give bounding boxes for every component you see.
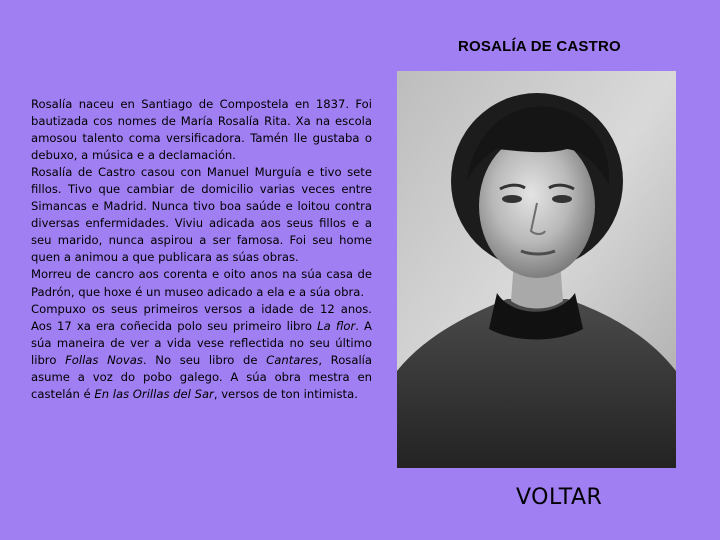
bio-text: . A súa maneira de ver a vida vese reflectida no seu último libro — [31, 318, 372, 367]
bio-paragraph: Rosalía de Castro casou con Manuel Murguía e tivo sete fillos. Tivo que cambiar de domicilio varias veces entre Simancas e Madrid. Nunca tivo boa saúde e loitou contra diversas enfermidades. Viviu adicada aos seus fillos e a seu marido, nunca aspirou a ser famosa. Foi seu home quen a animou a que publicara as súas obras. — [31, 165, 372, 265]
bio-text: . No seu libro de — [142, 352, 267, 367]
back-link[interactable]: VOLTAR — [516, 485, 603, 510]
biography-text — [31, 96, 372, 403]
book-title: Cantares — [266, 352, 319, 367]
bio-paragraph: Rosalía naceu en Santiago de Compostela en 1837. Foi bautizada cos nomes de María Rosalía Rita. Xa na escola amosou talento coma versificadora. Tamén lle gustaba o debuxo, a música e a declamación. — [31, 97, 372, 163]
book-title: En las Orillas del Sar — [94, 386, 214, 401]
book-title: La flor — [317, 318, 356, 333]
bio-text: , Rosalía asume a voz do pobo galego. A súa obra mestra en castelán é — [31, 352, 372, 401]
bio-text: Compuxo os seus primeiros versos a idade de 12 anos. Aos 17 xa era coñecida polo seu primeiro libro — [31, 301, 372, 333]
bio-text: , versos de ton intimista. — [213, 386, 358, 401]
bio-paragraph — [31, 301, 372, 403]
portrait-photo — [397, 71, 676, 468]
page-title: ROSALÍA DE CASTRO — [458, 38, 621, 55]
book-title: Follas Novas — [65, 352, 143, 367]
bio-paragraph: Morreu de cancro aos corenta e oito anos na súa casa de Padrón, que hoxe é un museo adicado a ela e a súa obra. — [31, 267, 372, 299]
